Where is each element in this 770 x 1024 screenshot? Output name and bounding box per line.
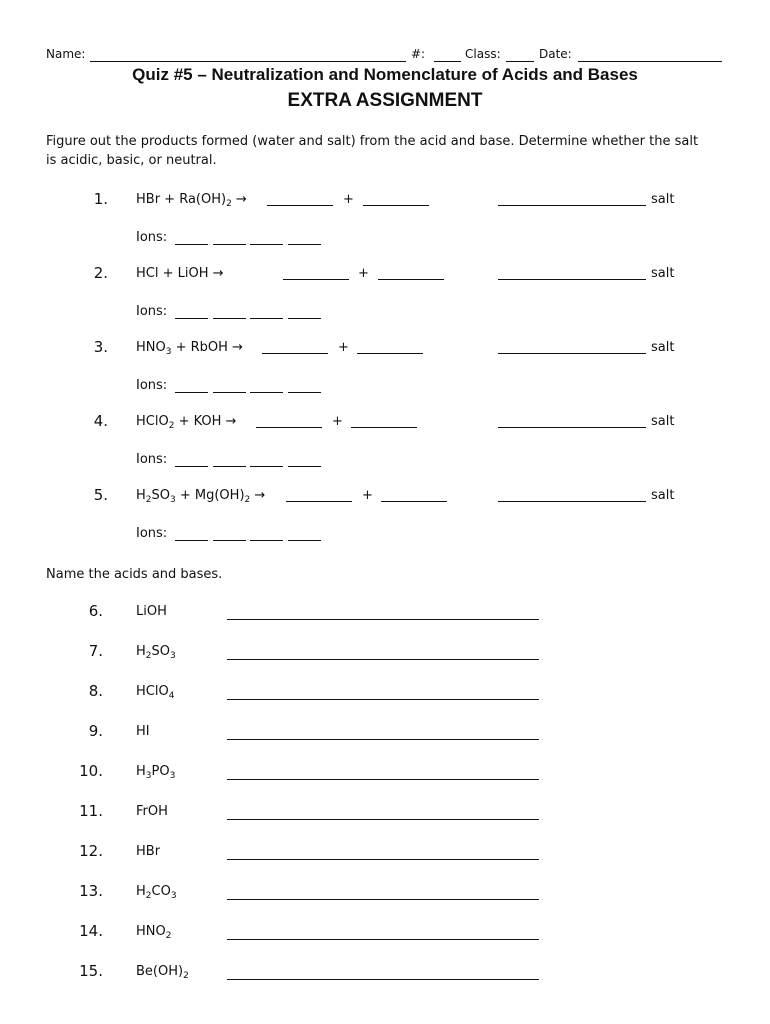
ion-blank[interactable] [213, 318, 246, 319]
instructions-line-1: Figure out the products formed (water and salt) from the acid and base. Determine whether the salt [46, 134, 699, 149]
compound-formula [136, 764, 175, 779]
ion-blank[interactable] [175, 540, 208, 541]
ions-label: Ions: [136, 526, 168, 541]
date-field[interactable] [578, 61, 722, 62]
ions-label: Ions: [136, 304, 168, 319]
reactants-formula: HCl + LiOH → [136, 266, 224, 281]
water-product-blank[interactable] [262, 353, 328, 354]
class-field[interactable] [506, 61, 534, 62]
compound-formula [136, 964, 189, 979]
ion-blank[interactable] [250, 540, 283, 541]
salt-type-blank[interactable] [498, 279, 646, 280]
compound-name-blank[interactable] [227, 779, 539, 780]
salt-type-blank[interactable] [498, 353, 646, 354]
salt-product-blank[interactable] [351, 427, 417, 428]
compound-name-blank[interactable] [227, 739, 539, 740]
compound-formula [136, 724, 150, 739]
question-number: 12. [79, 842, 103, 860]
compound-formula [136, 644, 176, 659]
compound-text: $H_2SO_3$ [136, 644, 176, 661]
question-number: 6. [88, 602, 103, 620]
reactants-formula: $HNO_3$ + RbOH → [136, 340, 243, 357]
salt-product-blank[interactable] [363, 205, 429, 206]
number-field[interactable] [434, 61, 461, 62]
ion-blank[interactable] [288, 318, 321, 319]
salt-product-blank[interactable] [378, 279, 444, 280]
ion-blank[interactable] [288, 540, 321, 541]
reaction-equation [136, 488, 265, 503]
class-label: Class: [465, 47, 501, 61]
water-product-blank[interactable] [286, 501, 352, 502]
ions-label: Ions: [136, 378, 168, 393]
salt-label: salt [651, 414, 675, 429]
section2-instructions: Name the acids and bases. [46, 567, 223, 582]
ion-blank[interactable] [288, 392, 321, 393]
ions-label: Ions: [136, 452, 168, 467]
salt-label: salt [651, 340, 675, 355]
ion-blank[interactable] [175, 244, 208, 245]
salt-label: salt [651, 488, 675, 503]
compound-formula [136, 924, 171, 939]
compound-formula [136, 804, 168, 819]
plus-sign: + [358, 266, 369, 281]
reactants-formula: $H_2SO_3 + Mg(OH)_2$ → [136, 488, 266, 505]
question-number: 13. [79, 882, 103, 900]
name-field[interactable] [90, 61, 406, 62]
question-number: 10. [79, 762, 103, 780]
ion-blank[interactable] [175, 392, 208, 393]
compound-name-blank[interactable] [227, 699, 539, 700]
salt-label: salt [651, 192, 675, 207]
ion-blank[interactable] [250, 318, 283, 319]
instructions-line-2: is acidic, basic, or neutral. [46, 153, 217, 168]
plus-sign: + [362, 488, 373, 503]
salt-product-blank[interactable] [381, 501, 447, 502]
question-number: 1. [93, 190, 108, 208]
number-label: #: [411, 47, 426, 61]
compound-text: $H_3PO_3$ [136, 764, 176, 781]
quiz-title: Quiz #5 – Neutralization and Nomenclature of Acids and Bases [132, 65, 638, 84]
water-product-blank[interactable] [267, 205, 333, 206]
assignment-subtitle: EXTRA ASSIGNMENT [287, 90, 483, 111]
question-number: 2. [93, 264, 108, 282]
question-number: 14. [79, 922, 103, 940]
ion-blank[interactable] [250, 392, 283, 393]
compound-name-blank[interactable] [227, 819, 539, 820]
compound-text: LiOH [136, 604, 167, 619]
reaction-equation [136, 414, 236, 429]
compound-name-blank[interactable] [227, 859, 539, 860]
ion-blank[interactable] [213, 540, 246, 541]
reaction-equation [136, 340, 243, 355]
compound-name-blank[interactable] [227, 939, 539, 940]
compound-text: HClO$_4$ [136, 684, 175, 701]
ion-blank[interactable] [213, 244, 246, 245]
compound-formula [136, 604, 167, 619]
compound-name-blank[interactable] [227, 899, 539, 900]
salt-label: salt [651, 266, 675, 281]
compound-name-blank[interactable] [227, 979, 539, 980]
compound-formula [136, 884, 177, 899]
compound-formula [136, 844, 160, 859]
ion-blank[interactable] [288, 466, 321, 467]
ions-label: Ions: [136, 230, 168, 245]
compound-formula [136, 684, 174, 699]
question-number: 4. [93, 412, 108, 430]
ion-blank[interactable] [213, 466, 246, 467]
question-number: 7. [88, 642, 103, 660]
question-number: 3. [93, 338, 108, 356]
compound-text: $HNO_2$ [136, 924, 172, 941]
salt-type-blank[interactable] [498, 501, 646, 502]
question-number: 5. [93, 486, 108, 504]
water-product-blank[interactable] [283, 279, 349, 280]
reactants-formula: HClO$_2$ + KOH → [136, 414, 237, 431]
salt-type-blank[interactable] [498, 205, 646, 206]
reactants-formula: HBr + $Ra(OH)_2$ → [136, 192, 247, 209]
ion-blank[interactable] [175, 466, 208, 467]
compound-name-blank[interactable] [227, 619, 539, 620]
question-number: 11. [79, 802, 103, 820]
ion-blank[interactable] [213, 392, 246, 393]
water-product-blank[interactable] [256, 427, 322, 428]
ion-blank[interactable] [288, 244, 321, 245]
name-label: Name: [46, 47, 86, 61]
question-number: 8. [88, 682, 103, 700]
plus-sign: + [338, 340, 349, 355]
question-number: 9. [88, 722, 103, 740]
compound-text: $Be(OH)_2$ [136, 964, 189, 981]
question-number: 15. [79, 962, 103, 980]
plus-sign: + [343, 192, 354, 207]
compound-name-blank[interactable] [227, 659, 539, 660]
compound-text: HBr [136, 844, 161, 859]
compound-text: HI [136, 724, 150, 739]
compound-text: FrOH [136, 804, 168, 819]
reaction-equation [136, 266, 224, 281]
plus-sign: + [332, 414, 343, 429]
ion-blank[interactable] [175, 318, 208, 319]
compound-text: $H_2CO_3$ [136, 884, 177, 901]
salt-product-blank[interactable] [357, 353, 423, 354]
salt-type-blank[interactable] [498, 427, 646, 428]
ion-blank[interactable] [250, 466, 283, 467]
ion-blank[interactable] [250, 244, 283, 245]
reaction-equation [136, 192, 247, 207]
date-label: Date: [539, 47, 572, 61]
